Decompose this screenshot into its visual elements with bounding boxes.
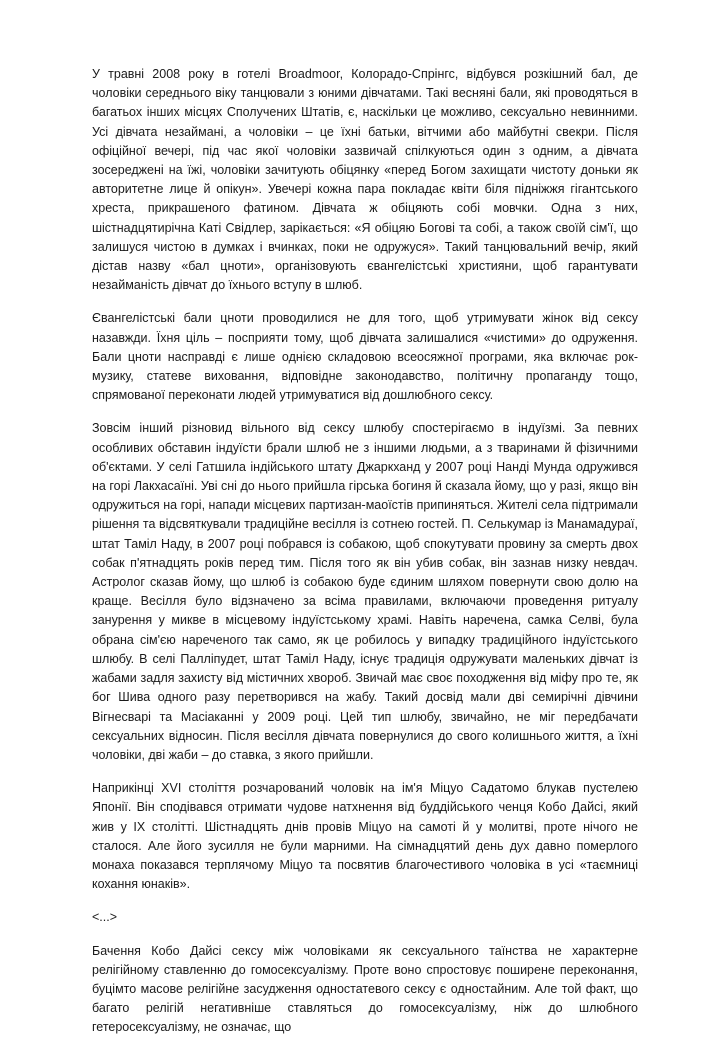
paragraph-5: Бачення Кобо Дайсі сексу між чоловіками як сексуального таїнства не характерне релігійному ставленню до гомосексуалізму. Проте воно спростовує поширене переконання, буцімто масове релігійне засудження одностатевого сексу є одностайним. Але той факт, що багато релігій негативніше ставляться до гомосексуалізму, ніж до шлюбного гетеросексуалізму, не означає, що bbox=[92, 943, 638, 1035]
omission-marker: <...> bbox=[92, 910, 118, 925]
paragraph-1: У травні 2008 року в готелі Broadmoor, Колорадо-Спрінгс, відбувся розкішний бал, де чоловіки середнього віку танцювали з юними дівчатами. Такі весняні бали, які проводяться в багатьох інших місцях Сполучених Штатів, є, наскільки це можливо, сексуально невинними. Усі дівчата незаймані, а чоловіки – це їхні батьки, вітчими або майбутні свекри. Після офіційної вечері, під час якої чоловіки зазвичай спілкуються один з одним, а дівчата зосереджені на їжі, чоловіки зачитують обіцянку «перед Богом захищати чистоту доньки як авторитетне лице й опікун». Увечері кожна пара покладає квіти біля підніжжя гігантського хреста, прикрашеного фатином. Дівчата ж обіцяють собі мовчки. Одна з них, шістнадцятирічна Каті Свідлер, зарікається: «Я обіцяю Богові та собі, а також своїй сім'ї, що залишуся чистою в думках і вчинках, поки не одружуся». Такий танцювальний вечір, який дістав назву «бал цноти», організовують євангелістські християни, щоб гарантувати незайманість дівчат до їхнього вступу в шлюб. bbox=[92, 67, 638, 293]
paragraph-4: Наприкінці XVI століття розчарований чоловік на ім'я Міцуо Садатомо блукав пустелею Японії. Він сподівався отримати чудове натхнення від буддійського ченця Кобо Дайсі, який жив у IX столітті. Шістнадцять днів провів Міцуо на самоті й у молитві, проте нічого не сталося. Але його зусилля не були марними. На сімнадцятий день дух давно померлого монаха показався терплячому Міцуо та посвятив благочестивого чоловіка в усі «таємниці кохання юнаків». bbox=[92, 781, 638, 892]
document-body bbox=[92, 65, 638, 1052]
paragraph-2: Євангелістські бали цноти проводилися не для того, щоб утримувати жінок від сексу назавжди. Їхня ціль – посприяти тому, щоб дівчата залишалися «чистими» до одруження. Бали цноти насправді є лише однією складовою всеосяжної програми, яка включає рок-музику, статеве виховання, відповідне законодавство, політичну пропаганду тощо, спрямованої переконати людей утримуватися від дошлюбного сексу. bbox=[92, 311, 638, 403]
paragraph-3: Зовсім інший різновид вільного від сексу шлюбу спостерігаємо в індуїзмі. За певних особливих обставин індуїсти брали шлюб не з іншими людьми, а з тваринами й фізичними об'єктами. У селі Гатшила індійського штату Джаркханд у 2007 році Нанді Мунда одружився на горі Лакхасаїні. Уві сні до нього прийшла гірська богиня й сказала йому, що у разі, якщо він одружиться на горі, напади місцевих партизан-маоїстів припиняться. Жителі села підтримали рішення та відсвяткували традиційне весілля із сотнею гостей. П. Селькумар із Манамадураї, штат Таміл Наду, в 2007 році побрався із собакою, щоб спокутувати провину за смерть двох собак п'ятнадцять років перед тим. Після того як він убив собак, він зазнав низку невдач. Астролог сказав йому, що шлюб із собакою буде єдиним шляхом повернути свою долю на краще. Весілля було відзначено за всіма правилами, включаючи проведення ритуалу занурення у микве в місцевому індуїстському храмі. Навіть наречена, самка Селві, була обрана сім'єю нареченого так само, як це робилось у випадку традиційного індуїстського шлюбу. В селі Палліпудет, штат Таміл Наду, існує традиція одружувати маленьких дівчат із жабами задля захисту від містичних хвороб. Звичай має своє походження від міфу про те, як бог Шива одного разу перетворився на жабу. Такий досвід мали дві семирічні дівчини Вігнесварі та Масіаканні у 2009 році. Цей тип шлюбу, звичайно, не міг передбачати сексуальних відносин. Після весілля дівчата повернулися до свого колишнього життя, а їхні чоловіки, дві жаби – до ставка, з якого прийшли. bbox=[92, 421, 638, 762]
